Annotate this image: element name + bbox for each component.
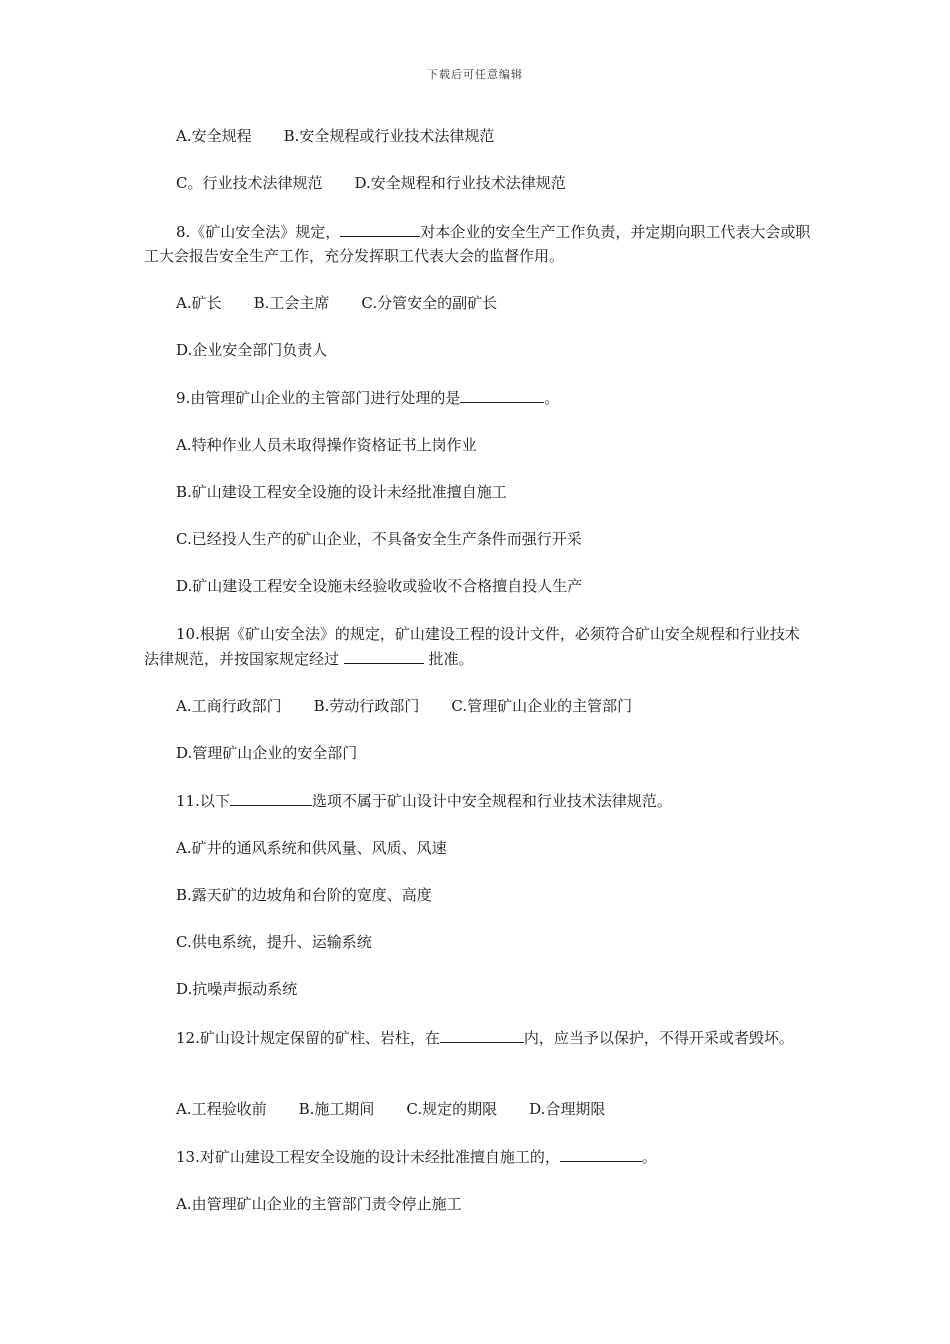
q9-option-b: B.矿山建设工程安全设施的设计未经批准擅自施工 xyxy=(176,483,507,501)
q7-options-cd xyxy=(144,171,846,195)
option-b: B.安全规程或行业技术法律规范 xyxy=(283,127,495,145)
option-b: B.施工期间 xyxy=(298,1100,375,1118)
option-a: A.安全规程 xyxy=(176,127,252,145)
answer-blank xyxy=(344,646,424,664)
option-c: C。行业技术法律规范 xyxy=(176,174,323,192)
q13-option-a: A.由管理矿山企业的主管部门责令停止施工 xyxy=(176,1195,462,1213)
page-header: 下载后可任意编辑 xyxy=(427,68,523,81)
answer-blank xyxy=(230,788,312,806)
q9-option-c: C.已经投人生产的矿山企业，不具备安全生产条件而强行开采 xyxy=(176,530,582,548)
question-13 xyxy=(144,1144,846,1169)
q11-option-b: B.露天矿的边坡角和台阶的宽度、高度 xyxy=(176,886,432,904)
q10-option-d: D.管理矿山企业的安全部门 xyxy=(176,744,358,762)
option-a: A.工商行政部门 xyxy=(176,697,282,715)
question-text-pre: 10.根据《矿山安全法》的规定，矿山建设工程的设计文件，必须符合矿山安全规程和行业技术法律规范，并按国家规定经过 xyxy=(144,625,800,668)
option-b: B.劳动行政部门 xyxy=(313,697,420,715)
option-a: A.矿长 xyxy=(176,294,222,312)
question-text-post: 选项不属于矿山设计中安全规程和行业技术法律规范。 xyxy=(311,792,672,810)
question-text-pre: 12.矿山设计规定保留的矿柱、岩柱，在 xyxy=(176,1029,440,1047)
q10-options-abc xyxy=(144,694,846,718)
q8-options-abc xyxy=(144,291,846,315)
q11-option-c: C.供电系统，提升、运输系统 xyxy=(176,933,372,951)
option-d: D.合理期限 xyxy=(529,1100,606,1118)
question-text-post: 对本企业的安全生产工作负责，并定期向职工代表大会或职工大会报告安全生产工作，充分发挥职工代表大会的监督作用。 xyxy=(144,223,811,265)
question-text-pre: 9.由管理矿山企业的主管部门进行处理的是 xyxy=(176,389,461,407)
q11-option-a: A.矿井的通风系统和供风量、风质、风速 xyxy=(176,839,447,857)
q11-option-d: D.抗噪声振动系统 xyxy=(176,980,298,998)
q8-option-d: D.企业安全部门负责人 xyxy=(176,341,328,359)
option-a: A.工程验收前 xyxy=(176,1100,267,1118)
question-text-post: 内，应当予以保护，不得开采或者毁坏。 xyxy=(523,1029,794,1047)
question-text-post: 批准。 xyxy=(423,650,474,668)
q9-option-d: D.矿山建设工程安全设施未经验收或验收不合格擅自投人生产 xyxy=(176,577,583,595)
question-11 xyxy=(144,788,846,813)
option-c: C.规定的期限 xyxy=(406,1100,498,1118)
question-text-pre: 8.《矿山安全法》规定， xyxy=(176,223,341,241)
question-text-pre: 11.以下 xyxy=(176,792,230,810)
question-text-post: 。 xyxy=(641,1148,657,1166)
question-12 xyxy=(144,1025,814,1050)
option-c: C.分管安全的副矿长 xyxy=(361,294,498,312)
answer-blank xyxy=(560,1144,642,1162)
answer-blank xyxy=(460,385,544,403)
question-8 xyxy=(144,219,814,268)
q12-options xyxy=(144,1097,846,1121)
option-d: D.安全规程和行业技术法律规范 xyxy=(354,174,566,192)
question-9 xyxy=(144,385,846,410)
answer-blank xyxy=(440,1025,524,1043)
question-text-pre: 13.对矿山建设工程安全设施的设计未经批准擅自施工的， xyxy=(176,1148,560,1166)
option-c: C.管理矿山企业的主管部门 xyxy=(451,697,633,715)
question-text-post: 。 xyxy=(544,389,560,407)
q7-options-ab xyxy=(144,124,846,148)
option-b: B.工会主席 xyxy=(253,294,330,312)
answer-blank xyxy=(340,219,420,237)
question-10 xyxy=(144,622,814,671)
q9-option-a: A.特种作业人员未取得操作资格证书上岗作业 xyxy=(176,436,477,454)
